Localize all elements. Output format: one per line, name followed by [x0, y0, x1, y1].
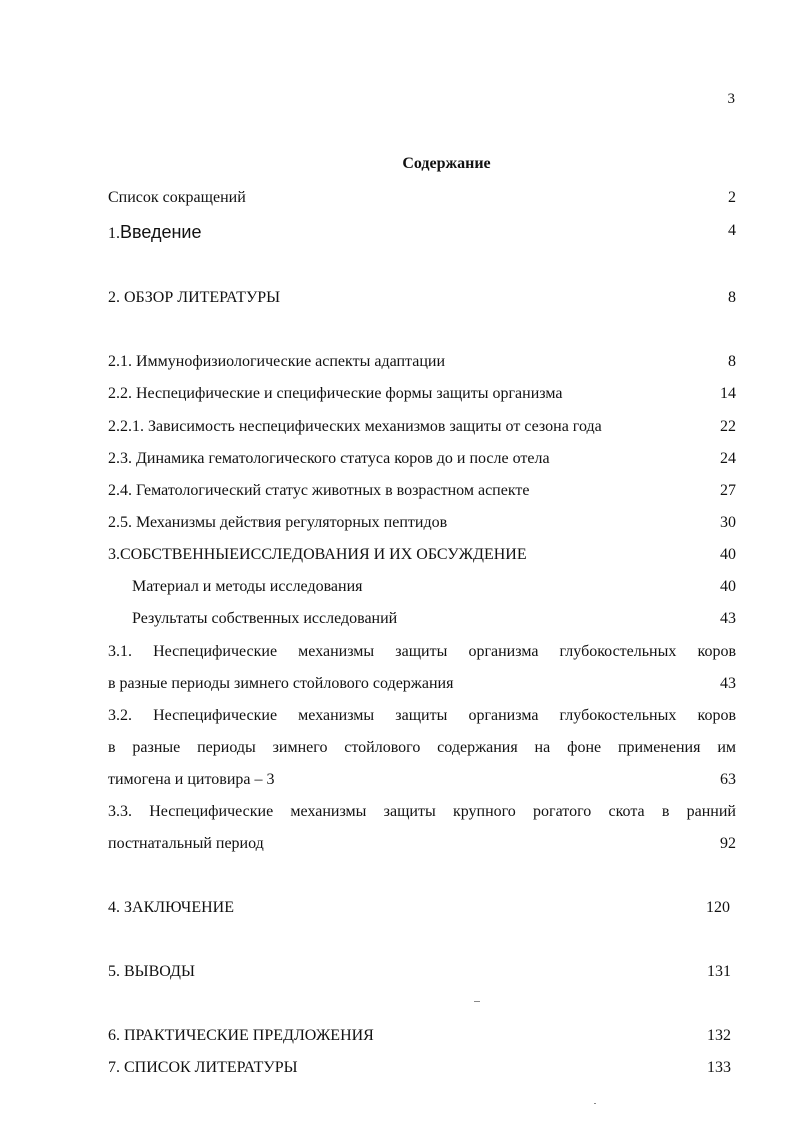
toc-entry-page: 40 [720, 578, 736, 595]
toc-entry-text: 5. ВЫВОДЫ [108, 963, 195, 980]
toc-entry-page: 40 [720, 546, 736, 563]
toc-entry-text: Результаты собственных исследований [132, 610, 398, 627]
toc-entry-text: 3.2. Неспецифические механизмы защиты организма глубокостельных коров [108, 707, 736, 724]
toc-entry-text: Список сокращений [108, 189, 246, 206]
toc-entry-findings[interactable] [108, 963, 731, 987]
toc-entry-title: Введение [120, 222, 202, 242]
toc-entry-text: 4. ЗАКЛЮЧЕНИЕ [108, 899, 234, 916]
toc-entry-text: 6. ПРАКТИЧЕСКИЕ ПРЕДЛОЖЕНИЯ [108, 1027, 374, 1044]
toc-entry-text: Материал и методы исследования [132, 578, 363, 595]
toc-entry-2-1[interactable] [108, 353, 736, 377]
toc-entry-3-3-line1[interactable] [108, 803, 736, 827]
toc-entry-3-2-line2[interactable] [108, 739, 736, 763]
toc-entry-text: 3.1. Неспецифические механизмы защиты организма глубокостельных коров [108, 643, 736, 660]
toc-entry-text: 2. ОБЗОР ЛИТЕРАТУРЫ [108, 289, 281, 306]
toc-entry-page: 8 [728, 289, 736, 306]
toc-entry-own-research[interactable] [108, 546, 736, 570]
toc-entry-text [108, 222, 202, 243]
toc-entry-references[interactable] [108, 1059, 731, 1083]
toc-entry-page: 30 [720, 514, 736, 531]
page-number: 3 [727, 91, 735, 107]
toc-entry-page: 4 [728, 222, 736, 239]
toc-entry-text: 7. СПИСОК ЛИТЕРАТУРЫ [108, 1059, 298, 1076]
toc-entry-page: 2 [728, 189, 736, 206]
scan-speck [594, 1103, 596, 1104]
toc-entry-2-4[interactable] [108, 482, 736, 506]
toc-entry-3-1-line1[interactable] [108, 643, 736, 667]
toc-entry-prefix: 1. [108, 225, 120, 242]
toc-entry-text: 2.2.1. Зависимость неспецифических механизмов защиты от сезона года [108, 418, 602, 435]
toc-entry-materials-methods[interactable] [108, 578, 736, 602]
toc-entry-3-3-line2[interactable] [108, 835, 736, 859]
toc-entry-text: 2.4. Гематологический статус животных в возрастном аспекте [108, 482, 530, 499]
toc-entry-3-2-line3[interactable] [108, 771, 736, 795]
toc-entry-text: в разные периоды зимнего стойлового содержания [108, 675, 454, 692]
toc-entry-abbreviations[interactable] [108, 189, 736, 213]
toc-entry-page: 22 [720, 418, 736, 435]
toc-entry-text: 2.5. Механизмы действия регуляторных пептидов [108, 514, 448, 531]
toc-entry-2-2[interactable] [108, 385, 736, 409]
toc-entry-2-5[interactable] [108, 514, 736, 538]
scan-speck [474, 1001, 480, 1002]
toc-entry-page: 14 [720, 385, 736, 402]
toc-entry-text: 3.3. Неспецифические механизмы защиты крупного рогатого скота в ранний [108, 803, 736, 820]
toc-entry-page: 120 [706, 899, 730, 916]
toc-entry-text: 3.СОБСТВЕННЫЕИССЛЕДОВАНИЯ И ИХ ОБСУЖДЕНИЕ [108, 546, 527, 563]
toc-entry-page: 8 [728, 353, 736, 370]
toc-entry-page: 24 [720, 450, 736, 467]
toc-entry-text: 2.3. Динамика гематологического статуса коров до и после отела [108, 450, 550, 467]
page-title: Содержание [402, 155, 491, 172]
toc-entry-text: 2.1. Иммунофизиологические аспекты адаптации [108, 353, 446, 370]
toc-entry-literature-review[interactable] [108, 289, 736, 313]
toc-entry-page: 43 [720, 675, 736, 692]
toc-entry-text: в разные периоды зимнего стойлового содержания на фоне применения им [108, 739, 736, 756]
toc-entry-text: постнатальный период [108, 835, 264, 852]
toc-entry-2-2-1[interactable] [108, 418, 736, 442]
toc-entry-introduction[interactable] [108, 222, 736, 246]
toc-entry-practical-proposals[interactable] [108, 1027, 731, 1051]
toc-entry-page: 131 [707, 963, 731, 980]
toc-entry-page: 63 [720, 771, 736, 788]
toc-entry-page: 132 [707, 1027, 731, 1044]
toc-entry-2-3[interactable] [108, 450, 736, 474]
toc-entry-3-2-line1[interactable] [108, 707, 736, 731]
toc-entry-page: 133 [707, 1059, 731, 1076]
toc-entry-page: 43 [720, 610, 736, 627]
toc-entry-3-1-line2[interactable] [108, 675, 736, 699]
toc-entry-text: 2.2. Неспецифические и специфические формы защиты организма [108, 385, 563, 402]
toc-entry-page: 27 [720, 482, 736, 499]
toc-entry-conclusion[interactable] [108, 899, 730, 923]
toc-entry-page: 92 [720, 835, 736, 852]
toc-entry-text: тимогена и цитовира – 3 [108, 771, 275, 788]
toc-entry-results[interactable] [108, 610, 736, 634]
